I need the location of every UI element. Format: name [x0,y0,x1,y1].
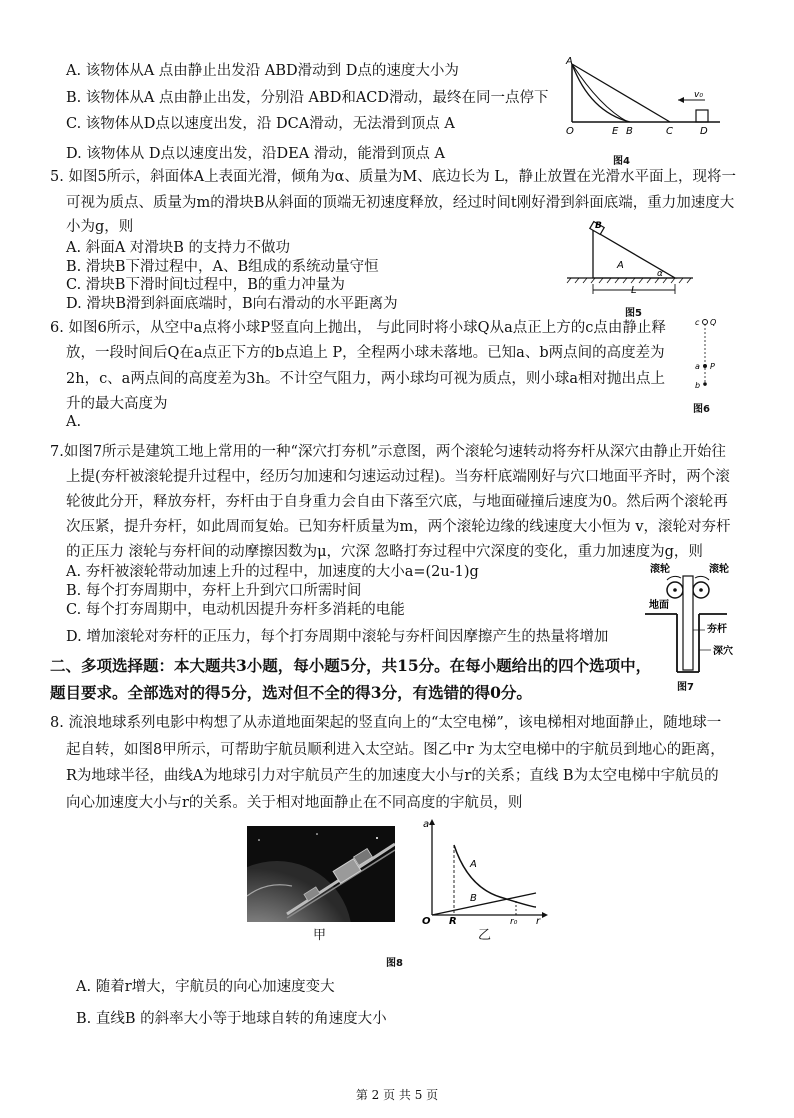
fig6-label-a: a [695,362,700,371]
fig8-label-a-axis: a [423,819,430,830]
q4-option-a: A. 该物体从A 点由静止出发沿 ABD滑动到 D点的速度大小为 [66,63,459,79]
fig7-pit-label: 深穴 [713,646,733,657]
fig5-label-alpha: α [657,269,663,279]
figure-8a-label: 甲 [313,928,327,943]
q8-stem-line-3: R为地球半径，曲线A为地球引力对宇航员产生的加速度大小与r的关系；直线 B为太空电梯中宇航员的 [66,768,719,784]
q4-option-d: D. 该物体从 D点以速度出发，沿DEA 滑动，能滑到顶点 A [66,146,445,162]
fig4-label-c: C [666,126,673,137]
q8-option-a: A. 随着r增大，宇航员的向心加速度变大 [76,979,335,995]
fig6-label-b: b [695,381,701,390]
fig4-label-o: O [566,126,574,137]
q5-option-b: B. 滑块B下滑过程中，A、B组成的系统动量守恒 [66,259,379,275]
q5-option-d: D. 滑块B滑到斜面底端时，B向右滑动的水平距离为 [66,296,398,312]
q4-option-c: C. 该物体从D点以速度出发，沿 DCA滑动，无法滑到顶点 A [66,116,455,132]
figure-8-caption: 图8 [386,958,403,969]
fig6-label-c: c [695,318,700,327]
fig4-label-e: E [612,126,619,137]
q8-stem-line-1: 8. 流浪地球系列电影中构想了从赤道地面架起的竖直向上的“太空电梯”，该电梯相对地面静止，随地球一 [50,715,722,731]
q7-option-a: A. 夯杆被滚轮带动加速上升的过程中，加速度的大小a=(2u-1)g [66,564,479,580]
fig8-label-r-radius: R [449,916,457,925]
figure-7-caption: 图7 [677,682,694,693]
figure-6-diagram [690,314,730,394]
q5-stem-line-1: 5. 如图5所示，斜面体A上表面光滑，倾角为α、质量为M、底边长为 L，静止放置在光滑水平面上，现将一 [50,169,737,185]
q5-option-a: A. 斜面A 对滑块B 的支持力不做功 [66,240,291,256]
section-2-heading-line-1: 二、多项选择题：本大题共3小题，每小题5分，共15分。在每小题给出的四个选项中， [50,656,652,675]
figure-7-diagram [645,558,760,676]
q6-stem-line-4: 升的最大高度为 [66,396,168,412]
q6-stem-line-3: 2h，c、a两点间的高度差为3h。不计空气阻力，两小球均可视为质点，则小球a相对抛出点上 [66,371,666,387]
figure-8a-space-elevator-image [247,826,395,922]
fig7-rod-label: 夯杆 [707,624,727,635]
figure-6-caption: 图6 [693,404,710,415]
q5-option-c: C. 滑块B下滑时间t过程中，B的重力冲量为 [66,277,345,293]
figure-8b-graph [418,815,553,925]
fig5-label-a: A [617,260,624,271]
fig5-label-b: B [595,221,602,231]
q8-option-b: B. 直线B 的斜率大小等于地球自转的角速度大小 [76,1011,387,1027]
fig8-label-r-axis: r [536,916,541,925]
figure-4-caption: 图4 [613,156,630,167]
q4-option-b: B. 该物体从A 点由静止出发，分别沿 ABD和ACD滑动，最终在同一点停下 [66,90,549,106]
q5-stem-line-3: 小为g，则 [66,219,134,235]
q7-option-c: C. 每个打夯周期中，电动机因提升夯杆多消耗的电能 [66,602,405,618]
q7-stem-line-4: 次压紧，提升夯杆，如此周而复始。已知夯杆质量为m，两个滚轮边缘的线速度大小恒为 v，滚轮对夯杆 [66,519,731,535]
figure-5-diagram [565,218,695,308]
fig8-label-r0: r₀ [510,917,518,925]
q7-stem-line-5: 的正压力 滚轮与夯杆间的动摩擦因数为μ，穴深 忽略打夯过程中穴深度的变化，重力加速度为g，则 [66,544,703,560]
page-footer: 第 2 页 共 5 页 [355,1088,439,1102]
fig7-roller-left-label: 滚轮 [650,564,670,575]
fig4-label-a: A [566,56,573,67]
q8-stem-line-4: 向心加速度大小与r的关系。关于相对地面静止在不同高度的宇航员，则 [66,795,523,811]
q6-stem-line-1: 6. 如图6所示，从空中a点将小球P竖直向上抛出， 与此同时将小球Q从a点正上方的c点由静止释 [50,320,666,336]
fig7-roller-right-label: 滚轮 [709,564,729,575]
q7-stem-line-1: 7.如图7所示是建筑工地上常用的一种“深穴打夯机”示意图，两个滚轮匀速转动将夯杆从深穴由静止开始往 [50,444,726,460]
section-2-heading-line-2: 题目要求。全部选对的得5分，选对但不全的得3分，有选错的得0分。 [50,683,532,702]
fig8-label-origin: O [422,916,431,925]
fig4-label-d: D [700,126,708,137]
figure-8b-label: 乙 [478,928,492,943]
fig5-label-l: L [631,285,637,296]
q7-stem-line-2: 上提(夯杆被滚轮提升过程中，经历匀加速和匀速运动过程)。当夯杆底端刚好与穴口地面平齐时，两个滚 [66,469,730,485]
fig6-label-q: Q [710,318,717,327]
fig6-label-p: P [710,362,715,371]
q6-stem-line-2: 放，一段时间后Q在a点正下方的b点追上 P，全程两小球未落地。已知a、b两点间的高度差为 [66,345,665,361]
q5-stem-line-2: 可视为质点、质量为m的滑块B从斜面的顶端无初速度释放，经过时间t刚好滑到斜面底端，重力加速度大 [66,195,735,211]
fig4-velocity-label: v₀ [694,90,703,100]
q6-option-a: A. [66,414,82,430]
fig4-label-b: B [626,126,633,137]
fig7-ground-label: 地面 [649,600,669,611]
q7-stem-line-3: 轮彼此分开，释放夯杆，夯杆由于自身重力会自由下落至穴底，与地面碰撞后速度为0。然后两个滚轮再 [66,494,728,510]
q8-stem-line-2: 起自转，如图8甲所示，可帮助宇航员顺利进入太空站。图乙中r 为太空电梯中的宇航员到地心的距离， [66,742,725,758]
q7-option-d: D. 增加滚轮对夯杆的正压力，每个打夯周期中滚轮与夯杆间因摩擦产生的热量将增加 [66,629,609,645]
fig8-label-curve-a: A [470,859,477,870]
fig8-label-line-b: B [470,893,477,904]
figure-4-diagram [560,52,725,162]
q7-option-b: B. 每个打夯周期中，夯杆上升到穴口所需时间 [66,583,362,599]
figure-5-caption: 图5 [625,308,642,319]
